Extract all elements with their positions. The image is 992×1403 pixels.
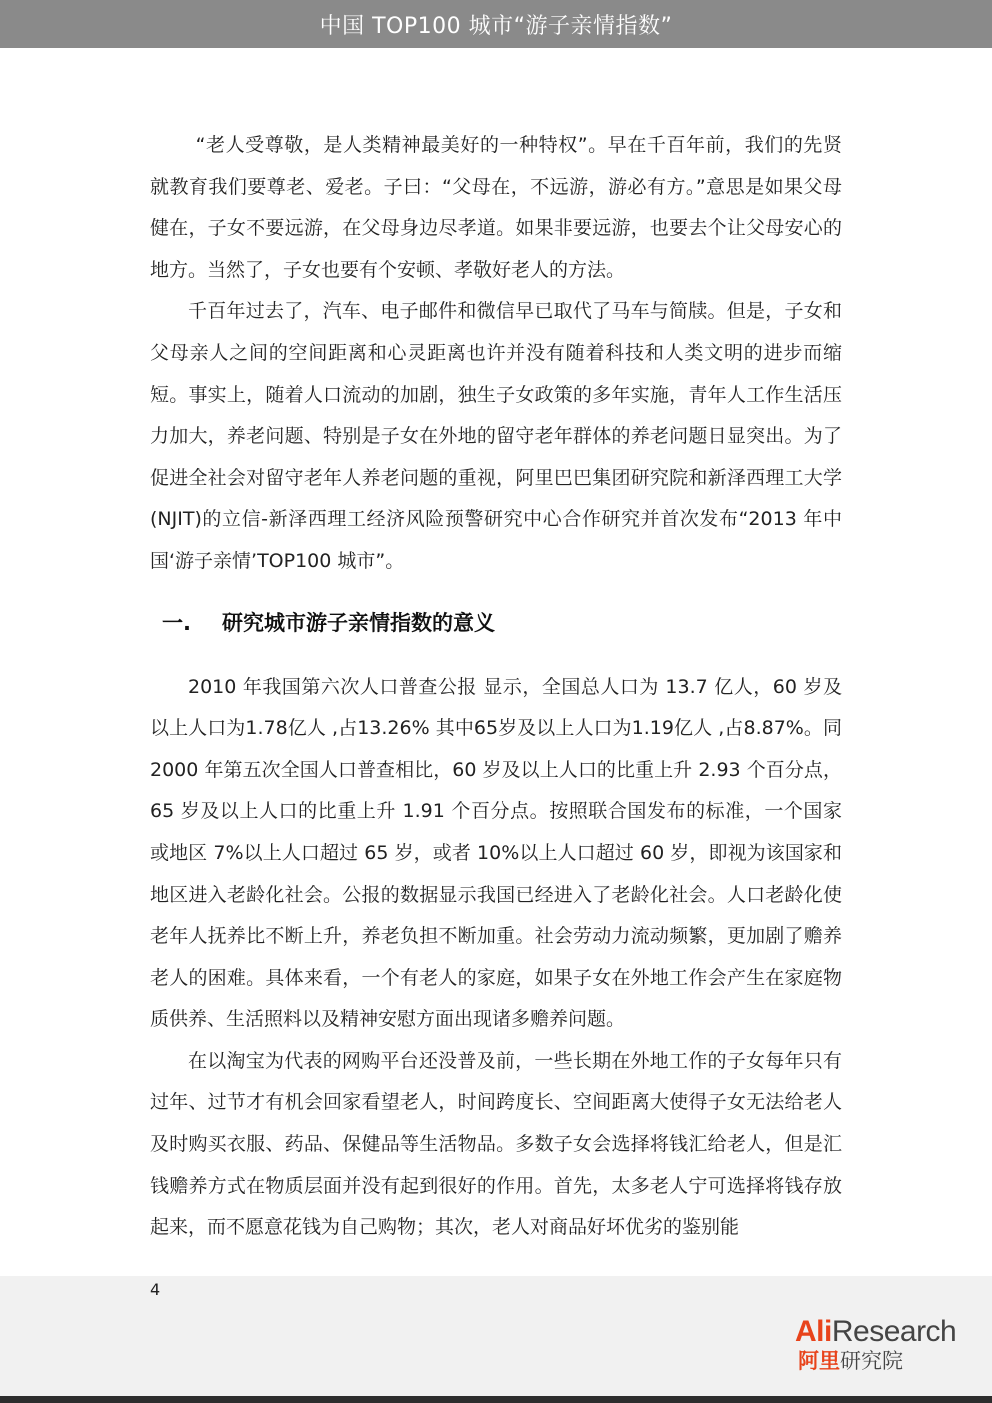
bottom-strip <box>0 1396 992 1403</box>
aliresearch-logo <box>795 1316 956 1374</box>
logo-cn-gray-text: 研究院 <box>840 1349 903 1373</box>
logo-wordmark <box>795 1316 956 1348</box>
paragraph-section-2: 在以淘宝为代表的网购平台还没普及前，一些长期在外地工作的子女每年只有过年、过节才有机会回家看望老人，时间跨度长、空间距离大使得子女无法给老人及时购买衣服、药品、保健品等生活物品。多数子女会选择将钱汇给老人，但是汇钱赡养方式在物质层面并没有起到很好的作用。首先，太多老人宁可选择将钱存放起来，而不愿意花钱为自己购物；其次，老人对商品好坏优劣的鉴别能 <box>150 1049 842 1239</box>
section-number: 一. <box>162 610 191 635</box>
page-number: 4 <box>150 1280 161 1299</box>
paragraph-intro-2: 千百年过去了，汽车、电子邮件和微信早已取代了马车与简牍。但是，子女和父母亲人之间的空间距离和心灵距离也许并没有随着科技和人类文明的进步而缩短。事实上，随着人口流动的加剧，独生子女政策的多年实施，青年人工作生活压力加大，养老问题、特别是子女在外地的留守老年群体的养老问题日显突出。为了促进全社会对留守老年人养老问题的重视，阿里巴巴集团研究院和新泽西理工大学(NJIT)的立信-新泽西理工经济风险预警研究中心合作研究并首次发布“2013 年中国‘游子亲情’TOP100 城市”。 <box>150 300 842 572</box>
logo-chinese <box>798 1348 903 1374</box>
document-title: 中国 TOP100 城市“游子亲情指数” <box>319 13 673 39</box>
logo-cn-red-text: 阿里 <box>798 1349 840 1373</box>
section-heading <box>150 607 842 637</box>
logo-research-text: Research <box>831 1315 957 1348</box>
logo-ali-text: Ali <box>795 1315 832 1348</box>
paragraph-section-1: 2010 年我国第六次人口普查公报 显示，全国总人口为 13.7 亿人，60 岁及以上人口为1.78亿人 ,占13.26% 其中65岁及以上人口为1.19亿人 ,占8.87%。同 2000 年第五次全国人口普查相比，60 岁及以上人口的比重上升 2.93 个百分点，65 岁及以上人口的比重上升 1.91 个百分点。按照联合国发布的标准，一个国家或地区 7%以上人口超过 65 岁，或者 10%以上人口超过 60 岁，即视为该国家和地区进入老龄化社会。公报的数据显示我国已经进入了老龄化社会。人口老龄化使老年人抚养比不断上升，养老负担不断加重。社会劳动力流动频繁，更加剧了赡养老人的困难。具体来看，一个有老人的家庭，如果子女在外地工作会产生在家庭物质供养、生活照料以及精神安慰方面出现诸多赡养问题。 <box>150 675 842 1031</box>
section-title: 研究城市游子亲情指数的意义 <box>222 610 495 635</box>
page-content <box>150 125 842 1249</box>
header-bar <box>0 0 992 48</box>
paragraph-intro-1: “老人受尊敬，是人类精神最美好的一种特权”。早在千百年前，我们的先贤就教育我们要尊老、爱老。子曰：“父母在，不远游，游必有方。”意思是如果父母健在，子女不要远游，在父母身边尽孝道。如果非要远游，也要去个让父母安心的地方。当然了，子女也要有个安顿、孝敬好老人的方法。 <box>150 134 842 281</box>
